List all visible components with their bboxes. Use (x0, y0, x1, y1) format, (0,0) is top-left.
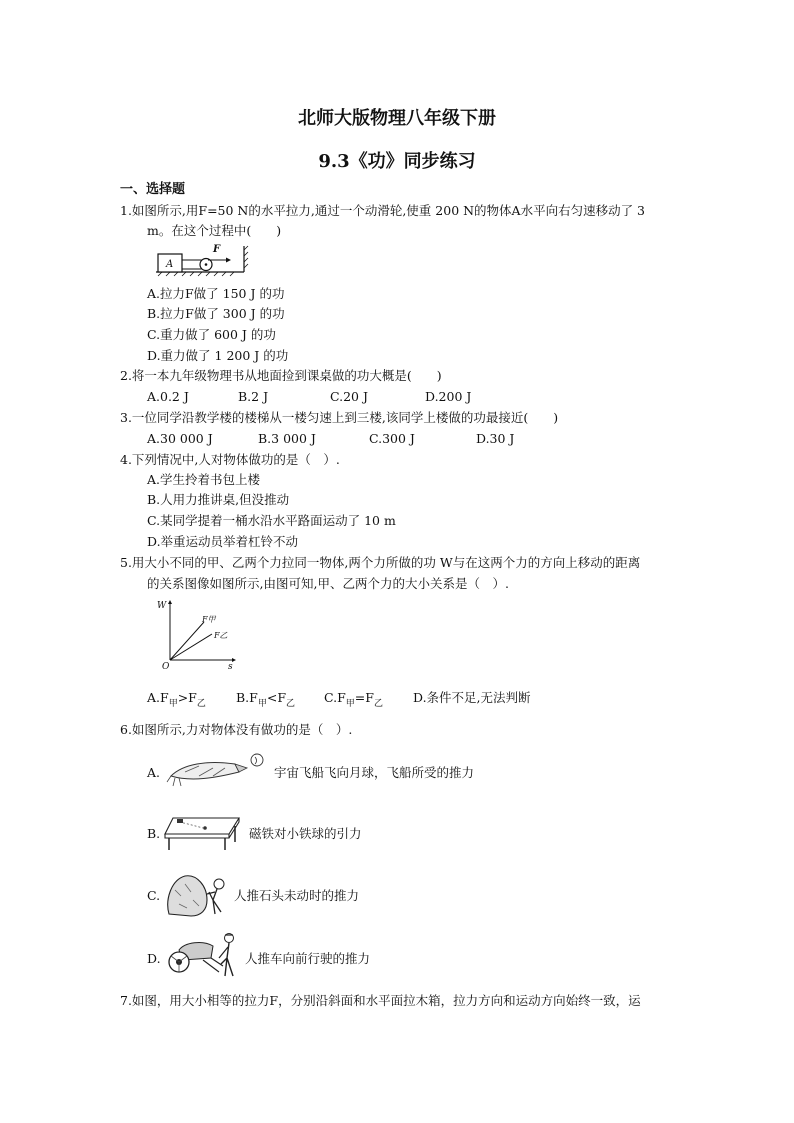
q2-stem: 2.将一本九年级物理书从地面捡到课桌做的功大概是( ) (120, 368, 442, 383)
q5-stem-line2: 的关系图像如图所示,由图可知,甲、乙两个力的大小关系是（ ）. (147, 576, 509, 591)
q6-spacecraft-image (165, 748, 270, 790)
q1-option-b: B.拉力F做了 300 J 的功 (147, 306, 285, 321)
section-heading: 一、选择题 (120, 182, 186, 197)
q6-push-cart-image (163, 928, 243, 980)
q4-option-d: D.举重运动员举着杠铃不动 (147, 534, 299, 549)
q3-option-d: D.30 J (476, 431, 515, 446)
q1-stem-line1: 1.如图所示,用F=50 N的水平拉力,通过一个动滑轮,使重 200 N的物体A水平向右匀速移动了 3 (120, 203, 646, 218)
q5-option-d: D.条件不足,无法判断 (413, 690, 531, 705)
q4-stem: 4.下列情况中,人对物体做功的是（ ）. (120, 452, 340, 467)
q3-option-b: B.3 000 J (258, 431, 316, 446)
q5-graph-x-label: s (228, 662, 233, 672)
q5-graph-line2-label: F乙 (214, 631, 228, 640)
q3-option-c: C.300 J (369, 431, 415, 446)
q6-stem: 6.如图所示,力对物体没有做功的是（ ）. (120, 722, 353, 737)
q5-graph-origin-label: O (162, 662, 170, 672)
q1-option-a: A.拉力F做了 150 J 的功 (147, 286, 285, 301)
q6-magnet-table-image (163, 810, 243, 852)
q4-option-a: A.学生拎着书包上楼 (147, 472, 261, 487)
q6-option-d-text: 人推车向前行驶的推力 (245, 951, 371, 966)
q2-option-d: D.200 J (425, 389, 472, 404)
q6-option-a-text: 宇宙飞船飞向月球，飞船所受的推力 (274, 765, 475, 780)
q6-option-a-letter: A. (147, 765, 161, 780)
q1-figure-label-a: A (166, 259, 174, 270)
q5-graph-y-label: W (157, 601, 167, 611)
page-title: 北师大版物理八年级下册 (298, 108, 496, 129)
q6-push-rock-image (165, 870, 233, 918)
q1-option-d: D.重力做了 1 200 J 的功 (147, 348, 289, 363)
q1-option-c: C.重力做了 600 J 的功 (147, 327, 276, 342)
q5-graph-line1-label: F甲 (202, 615, 216, 624)
q6-option-b-text: 磁铁对小铁球的引力 (249, 826, 362, 841)
q3-option-a: A.30 000 J (147, 431, 213, 446)
q1-stem-line2: m。在这个过程中( ) (147, 223, 282, 238)
page-subtitle: 9.3《功》同步练习 (318, 151, 476, 172)
q4-option-c: C.某同学提着一桶水沿水平路面运动了 10 m (147, 513, 396, 528)
q3-stem: 3.一位同学沿教学楼的楼梯从一楼匀速上到三楼,该同学上楼做的功最接近( ) (120, 410, 559, 425)
q4-option-b: B.人用力推讲桌,但没推动 (147, 492, 290, 507)
q2-option-b: B.2 J (238, 389, 269, 404)
q6-option-d-letter: D. (147, 951, 161, 966)
q1-figure-label-f: F (213, 244, 221, 255)
q5-option-b: $B.F_甲<F_乙$ (236, 690, 296, 709)
q5-option-a: $A.F_甲>F_乙$ (147, 690, 206, 709)
q2-option-a: A.0.2 J (147, 389, 189, 404)
q7-stem: 7.如图，用大小相等的拉力F，分别沿斜面和水平面拉木箱，拉力方向和运动方向始终一致，运 (120, 993, 641, 1008)
q5-stem-line1: 5.用大小不同的甲、乙两个力拉同一物体,两个力所做的功 W与在这两个力的方向上移动的距离 (120, 555, 641, 570)
q6-option-c-letter: C. (147, 888, 161, 903)
q6-option-c-text: 人推石头未动时的推力 (234, 888, 360, 903)
q6-option-b-letter: B. (147, 826, 161, 841)
q5-option-c: $C.F_甲=F_乙$ (324, 690, 383, 709)
q2-option-c: C.20 J (330, 389, 368, 404)
